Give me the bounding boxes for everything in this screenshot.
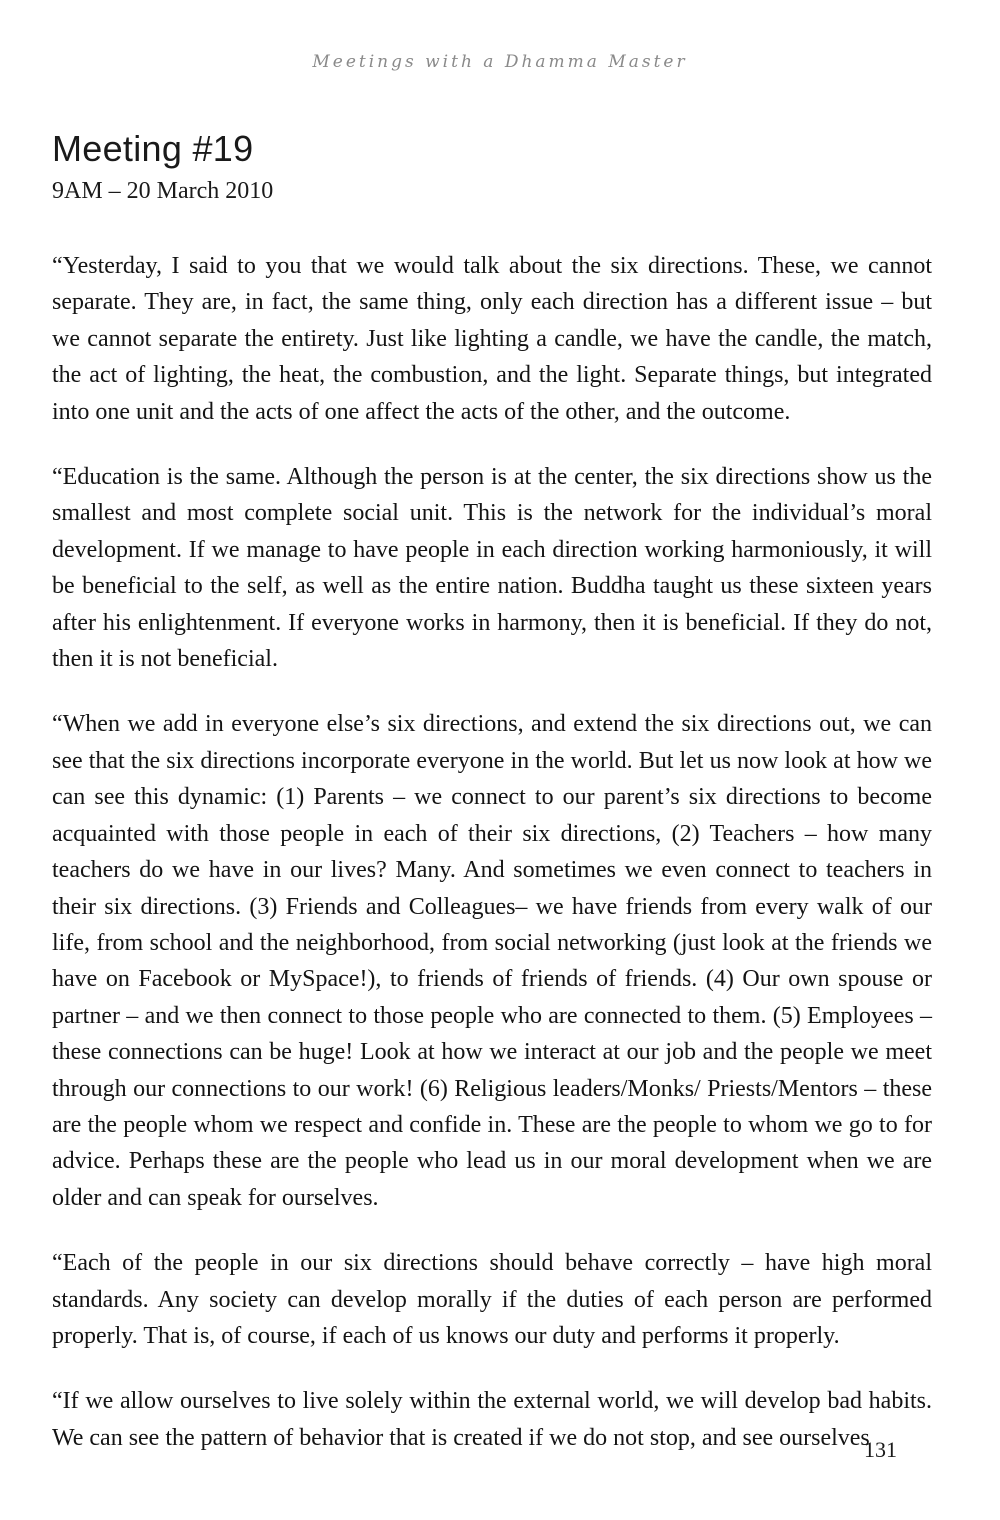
paragraph-2: “Education is the same. Although the person is at the center, the six directions show us the smallest and most complete social unit. This is the network for the individual’s moral development. If we manage to have people in each direction working harmoniously, it will be beneficial to the self, as well as the entire nation. Buddha taught us these sixteen years after his enlightenment. If everyone works in harmony, then it is beneficial. If they do not, then it is not beneficial.	[52, 464, 932, 673]
meeting-date: 9AM – 20 March 2010	[52, 178, 274, 204]
paragraph-1: “Yesterday, I said to you that we would talk about the six directions. These, we cannot separate. They are, in fact, the same thing, only each direction has a different issue – but we cannot separate the entirety. Just like lighting a candle, we have the candle, the match, the act of lighting, the heat, the combustion, and the light. Separate things, but integrated into one unit and the acts of one affect the acts of the other, and the outcome.	[52, 253, 932, 425]
page-number: 131	[864, 1437, 897, 1462]
running-header: Meetings with a Dhamma Master	[312, 52, 688, 72]
meeting-title: Meeting #19	[52, 128, 254, 169]
paragraph-3: “When we add in everyone else’s six directions, and extend the six directions out, we can see that the six directions incorporate everyone in the world. But let us now look at how we can see this dynamic: (1) Parents – we connect to our parent’s six directions to become acquainted with those people in each of their six directions, (2) Teachers – how many teachers do we have in our lives? Many. And sometimes we even connect to teachers in their six directions. (3) Friends and Colleagues– we have friends from every walk of our life, from school and the neighborhood, from social networking (just look at the friends we have on Facebook or MySpace!), to friends of friends of friends. (4) Our own spouse or partner – and we then connect to those people who are connected to them. (5) Employees – these connections can be huge! Look at how we interact at our job and the people we meet through our connections to our work! (6) Religious leaders/Monks/ Priests/Mentors – these are the people whom we respect and confide in. These are the people to whom we go to for advice. Perhaps these are the people who lead us in our moral development when we are older and can speak for ourselves.	[52, 711, 932, 1211]
paragraph-5: “If we allow ourselves to live solely within the external world, we will develop bad habits. We can see the pattern of behavior that is created if we do not stop, and see ourselves	[52, 1388, 932, 1451]
paragraph-4: “Each of the people in our six directions should behave correctly – have high moral standards. Any society can develop morally if the duties of each person are performed properly. That is, of course, if each of us knows our duty and performs it properly.	[52, 1250, 932, 1349]
body-text	[52, 248, 932, 1485]
